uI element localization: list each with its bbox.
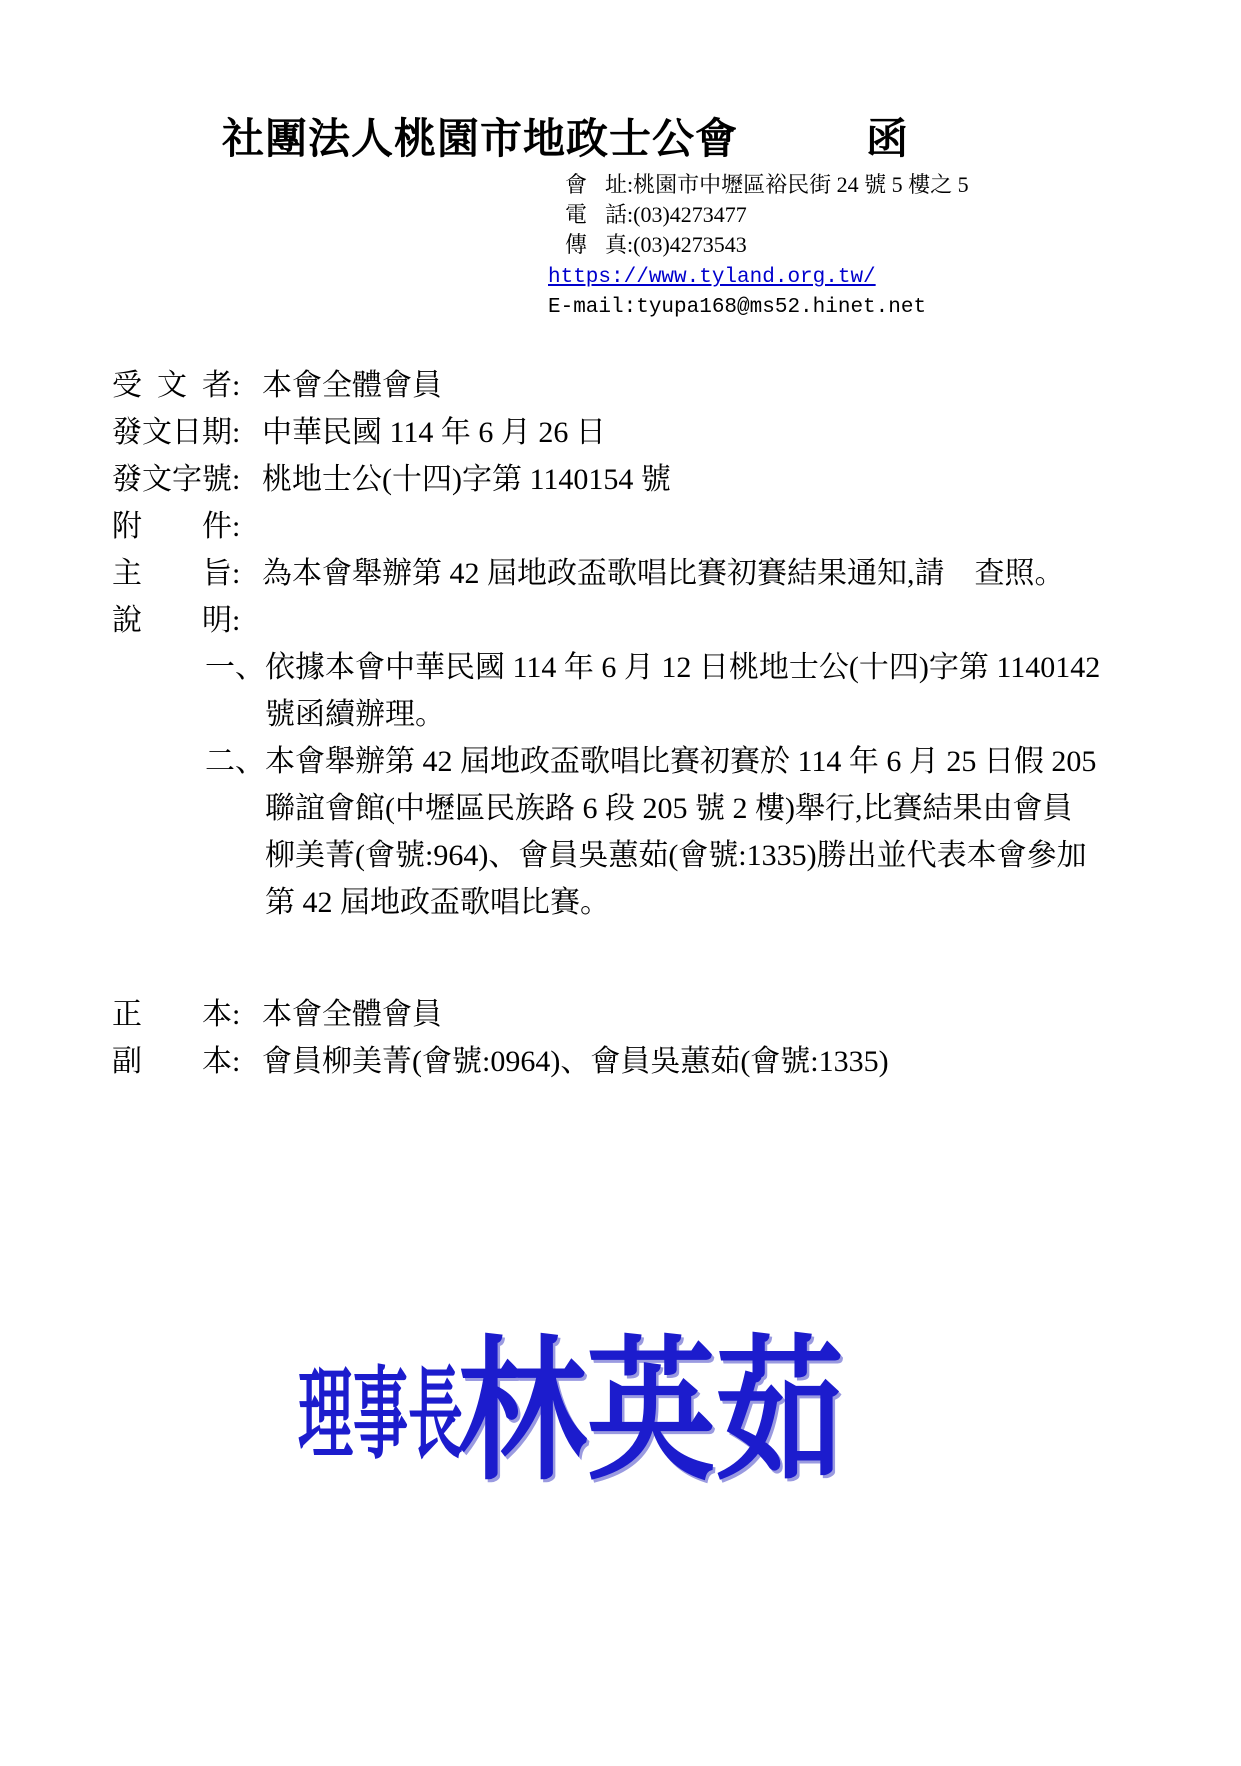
org-name: 社團法人桃園市地政士公會	[222, 117, 739, 163]
address-value: 桃園市中壢區裕民街 24 號 5 樓之 5	[633, 172, 969, 197]
contact-row-address	[548, 170, 969, 200]
reference-number-label: 發文字號	[112, 463, 232, 496]
field-recipient	[112, 362, 1142, 409]
explanation-item-1-marker: 一、	[205, 651, 265, 684]
recipient-label: 受文者	[112, 369, 232, 402]
field-issue-date	[112, 409, 1142, 456]
issue-date-colon: :	[232, 416, 241, 449]
issue-date-value: 中華民國 114 年 6 月 26 日	[262, 416, 606, 449]
subject-label: 主旨	[112, 557, 232, 590]
field-explanation	[112, 597, 1142, 644]
chairman-name: 林英茹	[458, 1327, 844, 1499]
contact-row-fax	[548, 230, 969, 260]
field-original-copy	[112, 991, 1142, 1038]
fax-label: 傳真	[565, 232, 627, 257]
subject-colon: :	[232, 557, 241, 590]
original-copy-colon: :	[232, 998, 241, 1031]
fax-value: (03)4273543	[633, 232, 747, 257]
explanation-item-2-marker: 二、	[205, 745, 265, 778]
website-link[interactable]: https://www.tyland.org.tw/	[548, 266, 876, 289]
explanation-item-1-text: 依據本會中華民國 114 年 6 月 12 日桃地士公(十四)字第 1140142 號函續辦理。	[265, 651, 1101, 731]
address-label: 會址	[565, 172, 627, 197]
recipient-value: 本會全體會員	[262, 369, 442, 402]
chairman-title: 理事長	[298, 1360, 463, 1471]
fax-colon: :	[627, 232, 634, 257]
chairman-signature	[298, 1318, 1058, 1518]
field-subject	[112, 550, 1142, 597]
explanation-label: 說明	[112, 604, 232, 637]
reference-number-colon: :	[232, 463, 241, 496]
address-colon: :	[627, 172, 634, 197]
field-attachment	[112, 503, 1142, 550]
attachment-label: 附件	[112, 510, 232, 543]
reference-number-value: 桃地士公(十四)字第 1140154 號	[262, 463, 671, 496]
letterhead-title	[222, 106, 909, 166]
original-copy-value: 本會全體會員	[262, 998, 442, 1031]
original-copy-label: 正本	[112, 998, 232, 1031]
duplicate-copy-value: 會員柳美菁(會號:0964)、會員吳蕙茹(會號:1335)	[262, 1045, 889, 1078]
explanation-item-2	[112, 738, 1142, 926]
duplicate-copy-colon: :	[232, 1045, 241, 1078]
field-duplicate-copy	[112, 1038, 1142, 1085]
copies-block	[112, 991, 1142, 1085]
website-row	[548, 260, 969, 293]
email-text: E-mail:tyupa168@ms52.hinet.net	[548, 296, 927, 319]
phone-label: 電話	[565, 202, 627, 227]
issue-date-label: 發文日期	[112, 416, 232, 449]
phone-colon: :	[627, 202, 634, 227]
recipient-colon: :	[232, 369, 241, 402]
contact-row-phone	[548, 200, 969, 230]
field-reference-number	[112, 456, 1142, 503]
subject-value: 為本會舉辦第 42 屆地政盃歌唱比賽初賽結果通知,請 查照。	[262, 557, 1065, 590]
explanation-item-1	[112, 644, 1142, 738]
phone-value: (03)4273477	[633, 202, 747, 227]
doc-type-label: 函	[866, 117, 910, 163]
duplicate-copy-label: 副本	[112, 1045, 232, 1078]
explanation-colon: :	[232, 604, 241, 637]
attachment-colon: :	[232, 510, 241, 543]
letter-body	[112, 362, 1142, 1085]
letterhead-contact-block	[548, 170, 969, 323]
explanation-item-2-text: 本會舉辦第 42 屆地政盃歌唱比賽初賽於 114 年 6 月 25 日假 205 聯誼會館(中壢區民族路 6 段 205 號 2 樓)舉行,比賽結果由會員柳美菁(會號:964)、會員吳蕙茹(會號:1335)勝出並代表本會參加第 42 屆地政盃歌唱比賽。	[265, 745, 1097, 919]
